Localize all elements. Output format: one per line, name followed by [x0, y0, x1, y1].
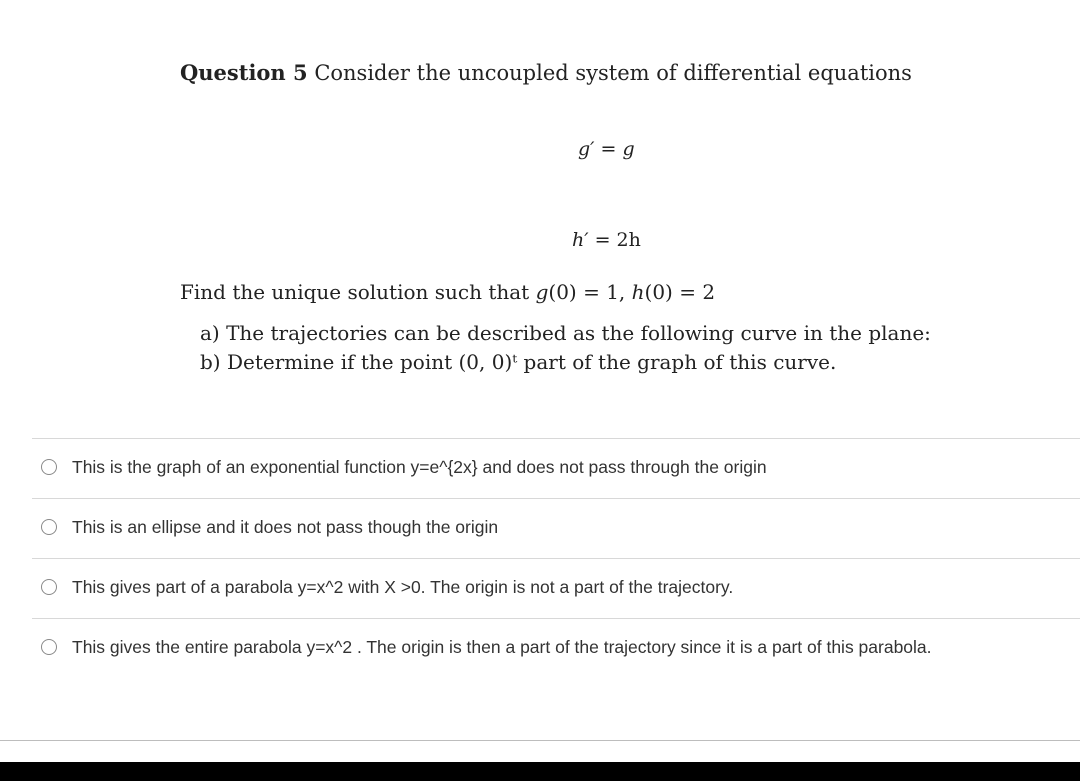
black-bar: [0, 762, 1080, 781]
bottom-divider: [0, 740, 1080, 741]
radio-button[interactable]: [41, 459, 57, 475]
radio-button[interactable]: [41, 519, 57, 535]
initial-conditions: [180, 280, 715, 304]
equation-g-rhs: = g: [594, 138, 635, 160]
option-label: This gives the entire parabola y=x^2 . The origin is then a part of the trajectory since it is a part of this parabola.: [72, 637, 932, 657]
answer-options: [32, 438, 1080, 701]
radio-button[interactable]: [41, 579, 57, 595]
answer-option[interactable]: [32, 559, 1080, 618]
equation-g-lhs: g′: [578, 138, 595, 160]
question-intro: Consider the uncoupled system of differential equations: [314, 61, 912, 85]
part-a: a) The trajectories can be described as the following curve in the plane:: [200, 321, 931, 345]
equation-h: [572, 229, 641, 251]
option-label: This is an ellipse and it does not pass though the origin: [72, 517, 499, 537]
find-mid1: (0) = 1,: [548, 280, 632, 304]
answer-option[interactable]: [32, 439, 1080, 498]
equation-h-rhs: = 2h: [588, 229, 641, 251]
question-title: [180, 60, 912, 85]
question-label: Question 5: [180, 60, 308, 85]
option-label: This is the graph of an exponential function y=e^{2x} and does not pass through the origin: [72, 457, 767, 477]
radio-button[interactable]: [41, 639, 57, 655]
equation-g: [578, 138, 635, 160]
find-g: g: [535, 280, 549, 304]
find-prefix: Find the unique solution such that: [180, 280, 536, 304]
equation-h-lhs: h′: [572, 229, 589, 251]
find-h: h: [631, 280, 645, 304]
answer-option[interactable]: [32, 499, 1080, 558]
option-label: This gives part of a parabola y=x^2 with X >0. The origin is not a part of the trajectory.: [72, 577, 734, 597]
find-mid2: (0) = 2: [644, 280, 716, 304]
answer-option[interactable]: [32, 619, 1080, 701]
part-b: b) Determine if the point (0, 0)ᵗ part of the graph of this curve.: [200, 350, 837, 374]
